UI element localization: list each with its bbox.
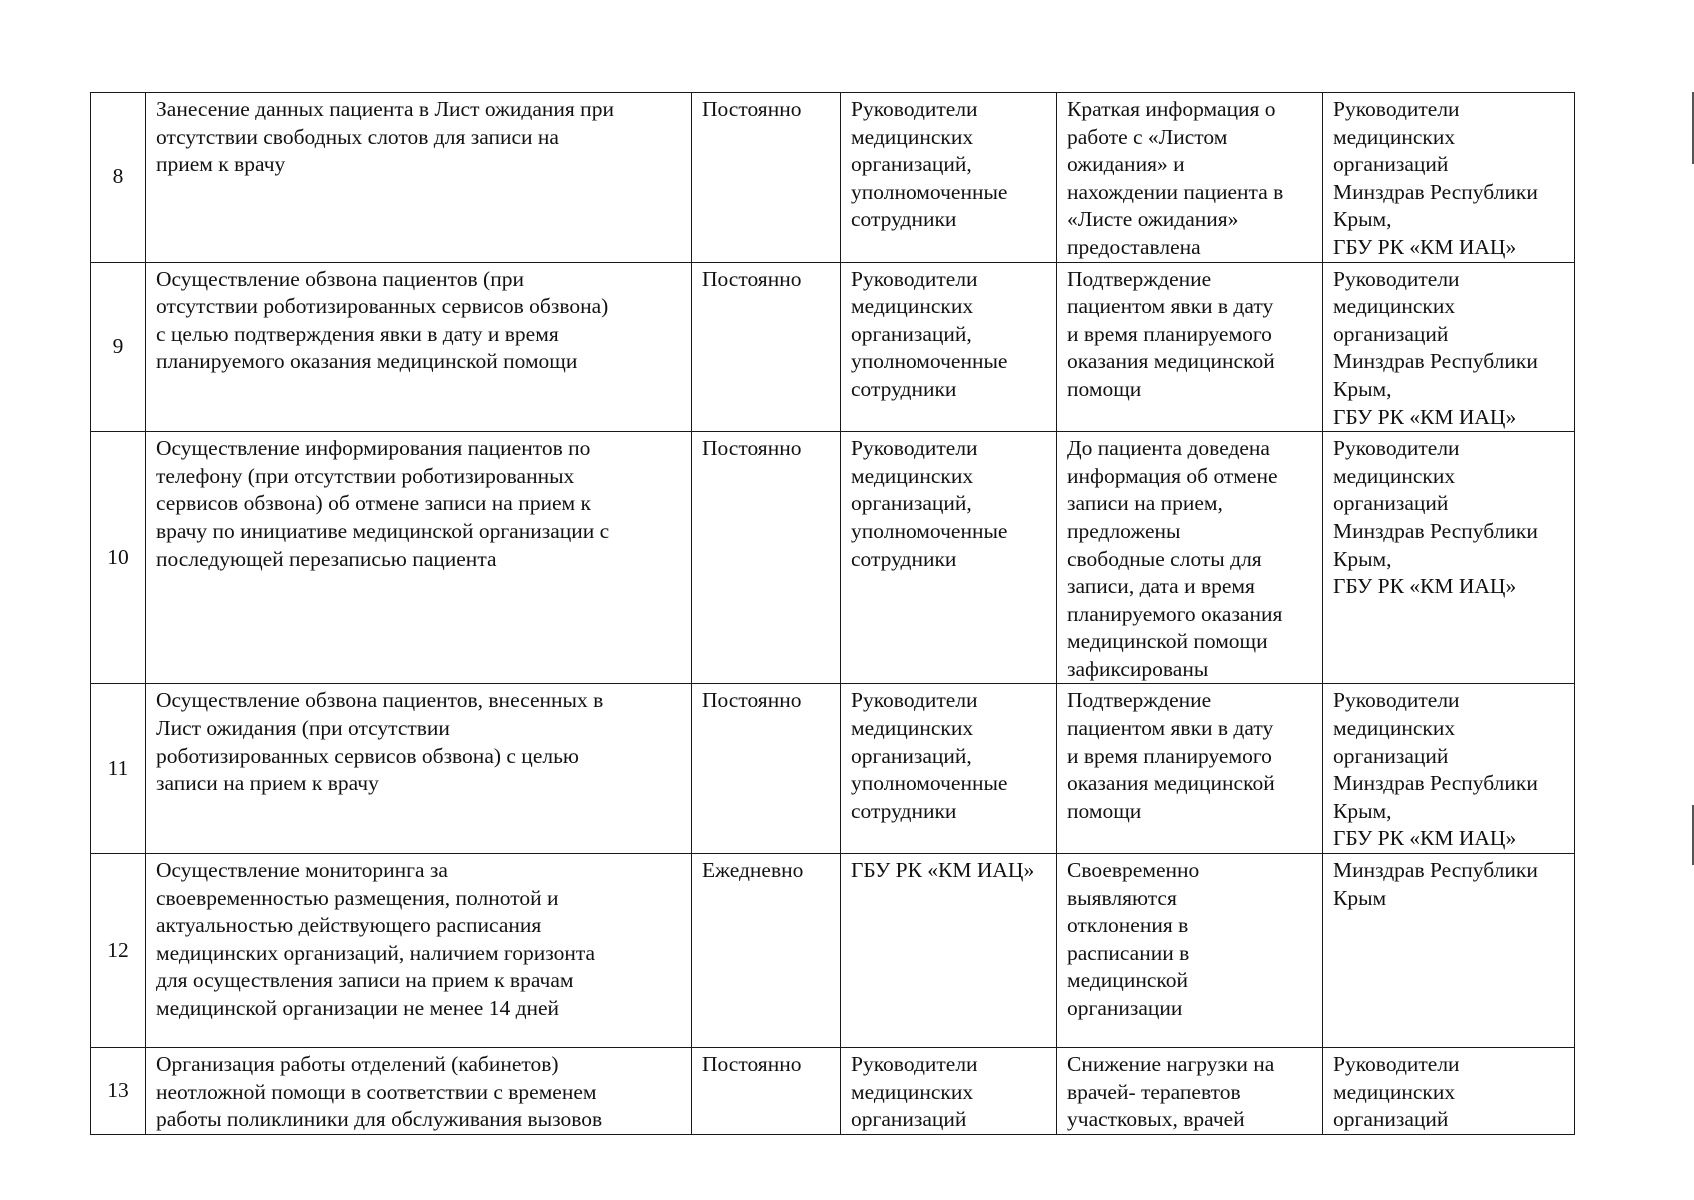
text-line: организаций [1333, 1107, 1449, 1132]
text-line: медицинских [851, 716, 974, 741]
text-line: Крым, [1333, 546, 1392, 571]
text-line: медицинских [1333, 124, 1456, 149]
text-line: медицинской организации не менее 14 дней [156, 996, 560, 1020]
text-line: медицинских [851, 294, 974, 319]
text-line: Постоянно [702, 1052, 802, 1077]
text-line: и время планируемого [1067, 321, 1272, 346]
term-cell [692, 1048, 841, 1135]
text-line: Минздрав Республики [1333, 179, 1538, 204]
text-line: ГБУ РК «КМ ИАЦ» [1333, 574, 1517, 599]
text-line: прием к врачу [156, 152, 286, 177]
text-line: информация об отмене [1067, 463, 1278, 488]
text-line: организаций [851, 1107, 967, 1132]
text-line: отклонения в [1067, 913, 1189, 938]
text-line: работы поликлиники для обслуживания вызовов [156, 1107, 603, 1132]
text-line: медицинских [1333, 1079, 1456, 1104]
table-row [91, 432, 1575, 684]
text-line: сотрудники [851, 798, 957, 823]
text-line: помощи [1067, 376, 1142, 401]
text-line: пациентом явки в дату [1067, 294, 1274, 319]
text-line: уполномоченные [851, 179, 1008, 204]
text-line: Краткая информация о [1067, 97, 1276, 121]
text-line: Снижение нагрузки на [1067, 1052, 1275, 1077]
text-line: планируемого оказания [1067, 601, 1283, 626]
result-cell [1057, 432, 1323, 684]
text-line: Подтверждение [1067, 266, 1212, 291]
text-line: ГБУ РК «КМ ИАЦ» [1333, 404, 1517, 429]
text-line: медицинских [851, 1079, 974, 1104]
text-line: До пациента доведена [1067, 436, 1270, 461]
text-line: неотложной помощи в соответствии с временем [156, 1079, 597, 1104]
action-cell [146, 684, 692, 854]
table-row [91, 854, 1575, 1048]
control-cell [1323, 1048, 1575, 1135]
control-cell [1323, 854, 1575, 1048]
text-line: Подтверждение [1067, 688, 1212, 713]
text-line: пациентом явки в дату [1067, 716, 1274, 741]
term-cell [692, 432, 841, 684]
text-line: Крым, [1333, 376, 1392, 401]
text-line: Постоянно [702, 266, 802, 291]
row-number: 11 [91, 684, 146, 854]
text-line: Минздрав Республики [1333, 349, 1538, 374]
text-line: уполномоченные [851, 771, 1008, 796]
term-cell [692, 684, 841, 854]
text-line: медицинских [1333, 463, 1456, 488]
text-line: Осуществление мониторинга за [156, 858, 448, 883]
text-line: роботизированных сервисов обзвона) с целью [156, 743, 579, 768]
text-line: «Листе ожидания» [1067, 207, 1239, 232]
result-cell [1057, 1048, 1323, 1135]
text-line: уполномоченные [851, 349, 1008, 374]
responsible-cell [841, 432, 1057, 684]
term-cell [692, 262, 841, 432]
text-line: ожидания» и [1067, 152, 1185, 177]
text-line: зафиксированы [1067, 656, 1209, 681]
text-line: Руководители [851, 266, 978, 291]
control-cell [1323, 93, 1575, 263]
text-line: предложены [1067, 518, 1181, 543]
text-line: свободные слоты для [1067, 546, 1262, 571]
responsible-cell [841, 1048, 1057, 1135]
text-line: организаций, [851, 743, 972, 768]
text-line: медицинских [851, 463, 974, 488]
text-line: медицинских [1333, 294, 1456, 319]
text-line: помощи [1067, 798, 1142, 823]
text-line: Руководители [1333, 1052, 1460, 1077]
control-cell [1323, 684, 1575, 854]
table-row [91, 684, 1575, 854]
measures-table [90, 92, 1575, 1135]
text-line: Руководители [1333, 436, 1460, 461]
control-cell [1323, 262, 1575, 432]
text-line: Крым, [1333, 207, 1392, 232]
text-line: организации [1067, 996, 1183, 1020]
text-line: с целью подтверждения явки в дату и время [156, 321, 559, 346]
responsible-cell [841, 684, 1057, 854]
text-line: Руководители [851, 436, 978, 461]
text-line: уполномоченные [851, 518, 1008, 543]
text-line: оказания медицинской [1067, 349, 1275, 374]
text-line: записи на прием, [1067, 491, 1223, 516]
text-line: сервисов обзвона) об отмене записи на прием к [156, 491, 591, 516]
text-line: Минздрав Республики [1333, 771, 1538, 796]
text-line: Руководители [1333, 97, 1460, 121]
row-number: 12 [91, 854, 146, 1048]
text-line: Постоянно [702, 688, 802, 713]
text-line: медицинских организаций, наличием горизонта [156, 940, 596, 965]
text-line: записи, дата и время [1067, 574, 1255, 599]
text-line: участковых, врачей [1067, 1107, 1245, 1132]
text-line: Занесение данных пациента в Лист ожидания при [156, 97, 614, 121]
text-line: ГБУ РК «КМ ИАЦ» [1333, 234, 1517, 259]
text-line: медицинской помощи [1067, 629, 1268, 654]
result-cell [1057, 93, 1323, 263]
text-line: и время планируемого [1067, 743, 1272, 768]
text-line: медицинской [1067, 968, 1188, 993]
text-line: телефону (при отсутствии роботизированных [156, 463, 575, 488]
action-cell [146, 1048, 692, 1135]
text-line: Постоянно [702, 436, 802, 461]
row-number: 13 [91, 1048, 146, 1135]
text-line: организаций, [851, 491, 972, 516]
text-line: Крым [1333, 885, 1387, 910]
text-line: сотрудники [851, 546, 957, 571]
text-line: оказания медицинской [1067, 771, 1275, 796]
responsible-cell [841, 854, 1057, 1048]
text-line: Организация работы отделений (кабинетов) [156, 1052, 559, 1077]
text-line: Своевременно [1067, 858, 1200, 883]
text-line: Минздрав Республики [1333, 858, 1538, 883]
text-line: медицинских [1333, 716, 1456, 741]
result-cell [1057, 854, 1323, 1048]
text-line: нахождении пациента в [1067, 179, 1284, 204]
table-body [91, 93, 1575, 1135]
text-line: ГБУ РК «КМ ИАЦ» [851, 858, 1035, 883]
action-cell [146, 432, 692, 684]
text-line: расписании в [1067, 940, 1190, 965]
text-line: Крым, [1333, 798, 1392, 823]
text-line: врачу по инициативе медицинской организации с [156, 518, 610, 543]
text-line: предоставлена [1067, 234, 1201, 259]
text-line: Лист ожидания (при отсутствии [156, 716, 450, 741]
text-line: для осуществления записи на прием к врачам [156, 968, 574, 993]
text-line: Минздрав Республики [1333, 518, 1538, 543]
row-number: 9 [91, 262, 146, 432]
text-line: работе с «Листом [1067, 124, 1228, 149]
text-line: организаций [1333, 743, 1449, 768]
table-row [91, 1048, 1575, 1135]
result-cell [1057, 684, 1323, 854]
text-line: планируемого оказания медицинской помощи [156, 349, 578, 374]
text-line: организаций [1333, 491, 1449, 516]
text-line: врачей- терапевтов [1067, 1079, 1241, 1104]
responsible-cell [841, 93, 1057, 263]
term-cell [692, 854, 841, 1048]
text-line: Постоянно [702, 97, 802, 121]
text-line: отсутствии свободных слотов для записи на [156, 124, 559, 149]
row-number: 8 [91, 93, 146, 263]
table-row [91, 262, 1575, 432]
term-cell [692, 93, 841, 263]
text-line: ГБУ РК «КМ ИАЦ» [1333, 826, 1517, 851]
action-cell [146, 262, 692, 432]
text-line: сотрудники [851, 376, 957, 401]
text-line: Осуществление обзвона пациентов, внесенных в [156, 688, 604, 713]
action-cell [146, 93, 692, 263]
text-line: последующей перезаписью пациента [156, 546, 497, 571]
table-row [91, 93, 1575, 263]
row-number: 10 [91, 432, 146, 684]
text-line: Руководители [851, 688, 978, 713]
text-line: своевременностью размещения, полнотой и [156, 885, 559, 910]
control-cell [1323, 432, 1575, 684]
text-line: Руководители [1333, 688, 1460, 713]
text-line: организаций, [851, 321, 972, 346]
text-line: Руководители [851, 97, 978, 121]
responsible-cell [841, 262, 1057, 432]
text-line: записи на прием к врачу [156, 771, 379, 796]
text-line: Руководители [851, 1052, 978, 1077]
text-line: Осуществление обзвона пациентов (при [156, 266, 524, 291]
text-line: организаций, [851, 152, 972, 177]
result-cell [1057, 262, 1323, 432]
action-cell [146, 854, 692, 1048]
text-line: актуальностью действующего расписания [156, 913, 542, 938]
text-line: отсутствии роботизированных сервисов обзвона) [156, 294, 609, 319]
text-line: Ежедневно [702, 858, 804, 883]
text-line: медицинских [851, 124, 974, 149]
text-line: сотрудники [851, 207, 957, 232]
text-line: Осуществление информирования пациентов по [156, 436, 591, 461]
text-line: организаций [1333, 152, 1449, 177]
text-line: организаций [1333, 321, 1449, 346]
text-line: выявляются [1067, 885, 1177, 910]
text-line: Руководители [1333, 266, 1460, 291]
